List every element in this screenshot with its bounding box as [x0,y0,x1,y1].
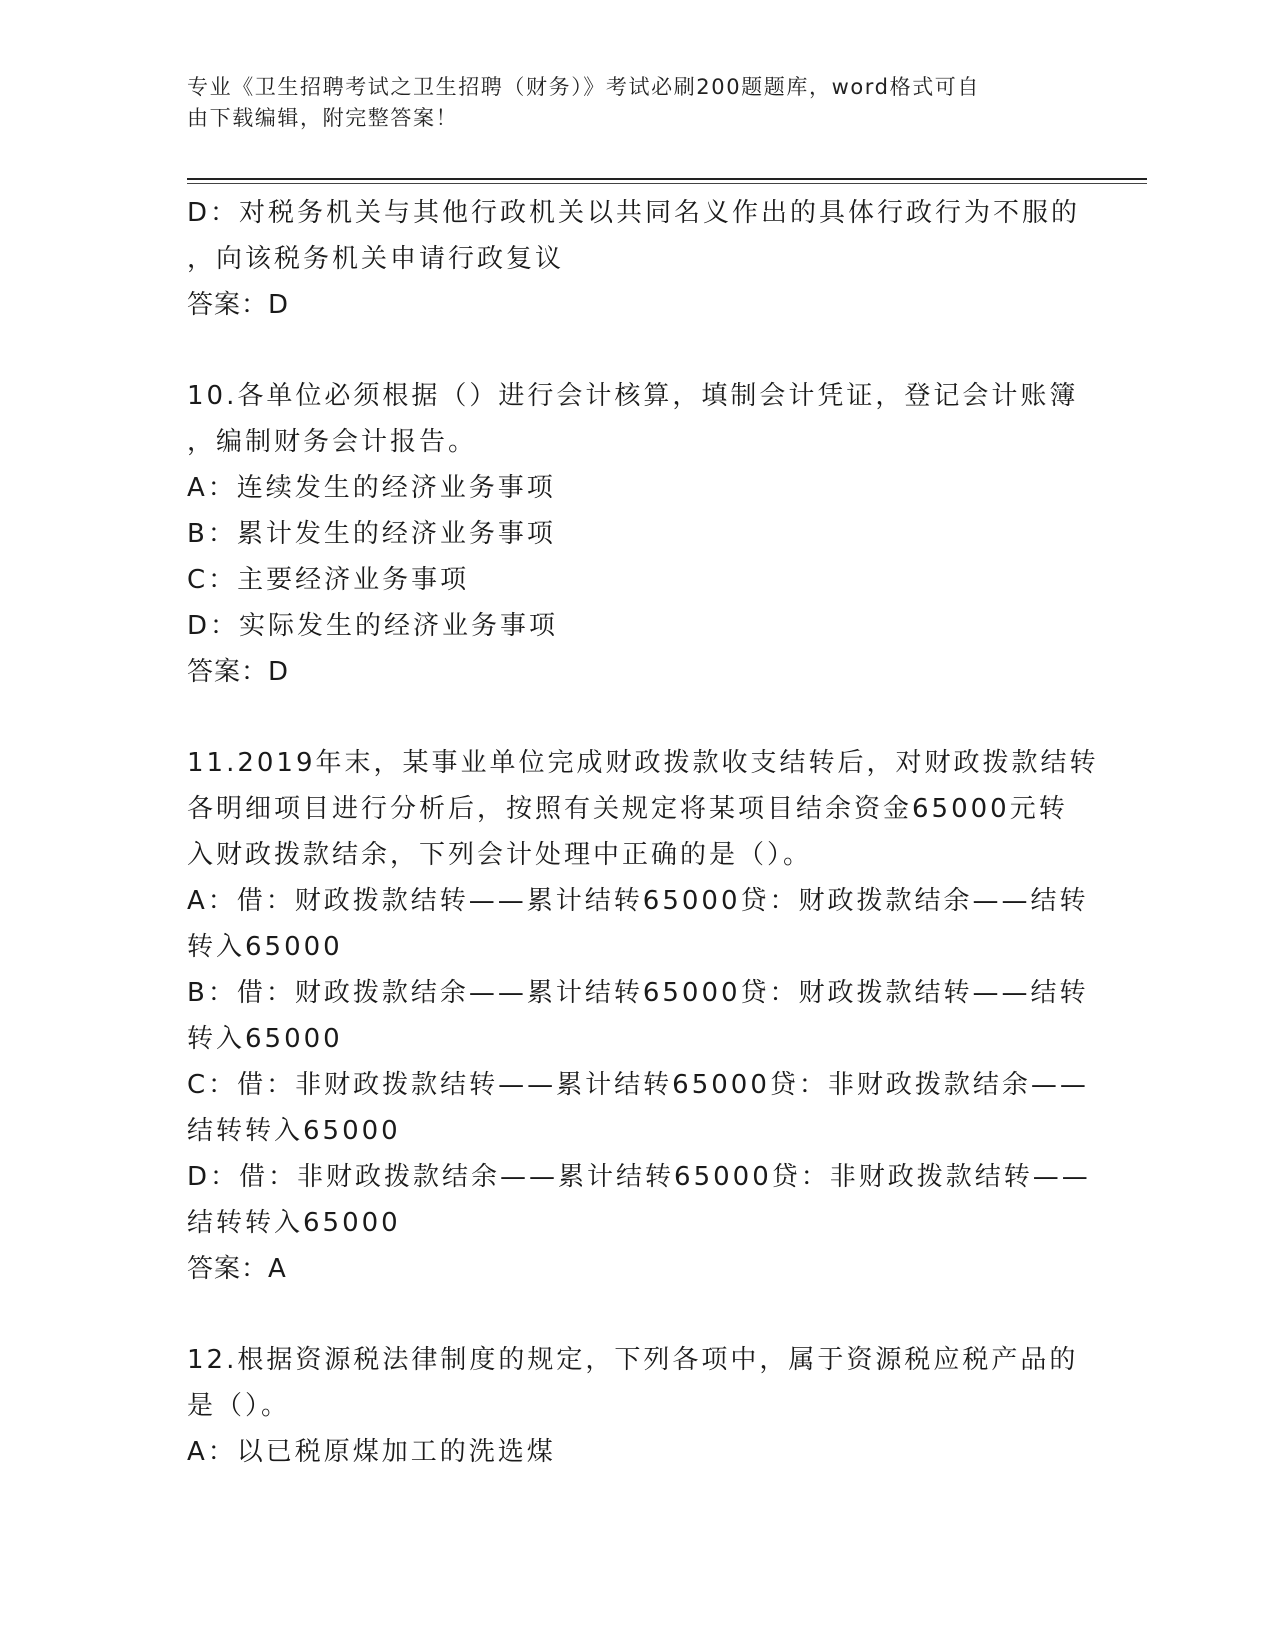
option-d-line1: D：对税务机关与其他行政机关以共同名义作出的具体行政行为不服的 [187,198,1081,228]
option-c: C：主要经济业务事项 [187,565,470,595]
option-c-line1: C：借：非财政拨款结转——累计结转65000贷：非财政拨款结余—— [187,1070,1089,1100]
spacer [187,328,1087,373]
answer-text: 答案：D [187,657,290,687]
option-d-line2: 结转转入65000 [187,1208,401,1238]
header-divider-thick [187,178,1147,180]
question-stem-line2: ，编制财务会计报告。 [187,427,478,457]
answer-text: 答案：A [187,1254,287,1284]
option-a-line1: A：借：财政拨款结转——累计结转65000贷：财政拨款结余——结转 [187,886,1089,916]
document-header [187,72,1067,134]
option-a-line2: 转入65000 [187,932,343,962]
option-a: A：连续发生的经济业务事项 [187,473,556,503]
header-title-line2: 由下载编辑，附完整答案！ [187,106,459,130]
question-stem-line1: 10.各单位必须根据（）进行会计核算，填制会计凭证，登记会计账簿 [187,381,1079,411]
question-12 [187,1337,1087,1475]
option-b-line1: B：借：财政拨款结余——累计结转65000贷：财政拨款结转——结转 [187,978,1089,1008]
question-stem-line2: 是（）。 [187,1391,291,1421]
option-d: D：实际发生的经济业务事项 [187,611,559,641]
question-list [187,190,1099,1475]
option-a: A：以已税原煤加工的洗选煤 [187,1437,556,1467]
spacer [187,1292,1087,1337]
answer-text: 答案：D [187,290,290,320]
header-divider-thin [187,183,1147,184]
option-c-line2: 结转转入65000 [187,1116,401,1146]
question-10 [187,373,1087,695]
header-title-line1: 专业《卫生招聘考试之卫生招聘（财务）》考试必刷200题题库，word格式可自 [187,75,980,99]
option-d-line2: ，向该税务机关申请行政复议 [187,244,565,274]
question-9-tail [187,190,1087,328]
option-b: B：累计发生的经济业务事项 [187,519,556,549]
question-stem-line1: 12.根据资源税法律制度的规定，下列各项中，属于资源税应税产品的 [187,1345,1079,1375]
spacer [187,695,1087,740]
option-d-line1: D：借：非财政拨款结余——累计结转65000贷：非财政拨款结转—— [187,1162,1091,1192]
question-stem-line1: 11.2019年末，某事业单位完成财政拨款收支结转后，对财政拨款结转 [187,748,1099,778]
option-b-line2: 转入65000 [187,1024,343,1054]
question-stem-line2: 各明细项目进行分析后，按照有关规定将某项目结余资金65000元转 [187,794,1068,824]
question-11 [187,740,1099,1292]
question-stem-line3: 入财政拨款结余，下列会计处理中正确的是（）。 [187,840,813,870]
